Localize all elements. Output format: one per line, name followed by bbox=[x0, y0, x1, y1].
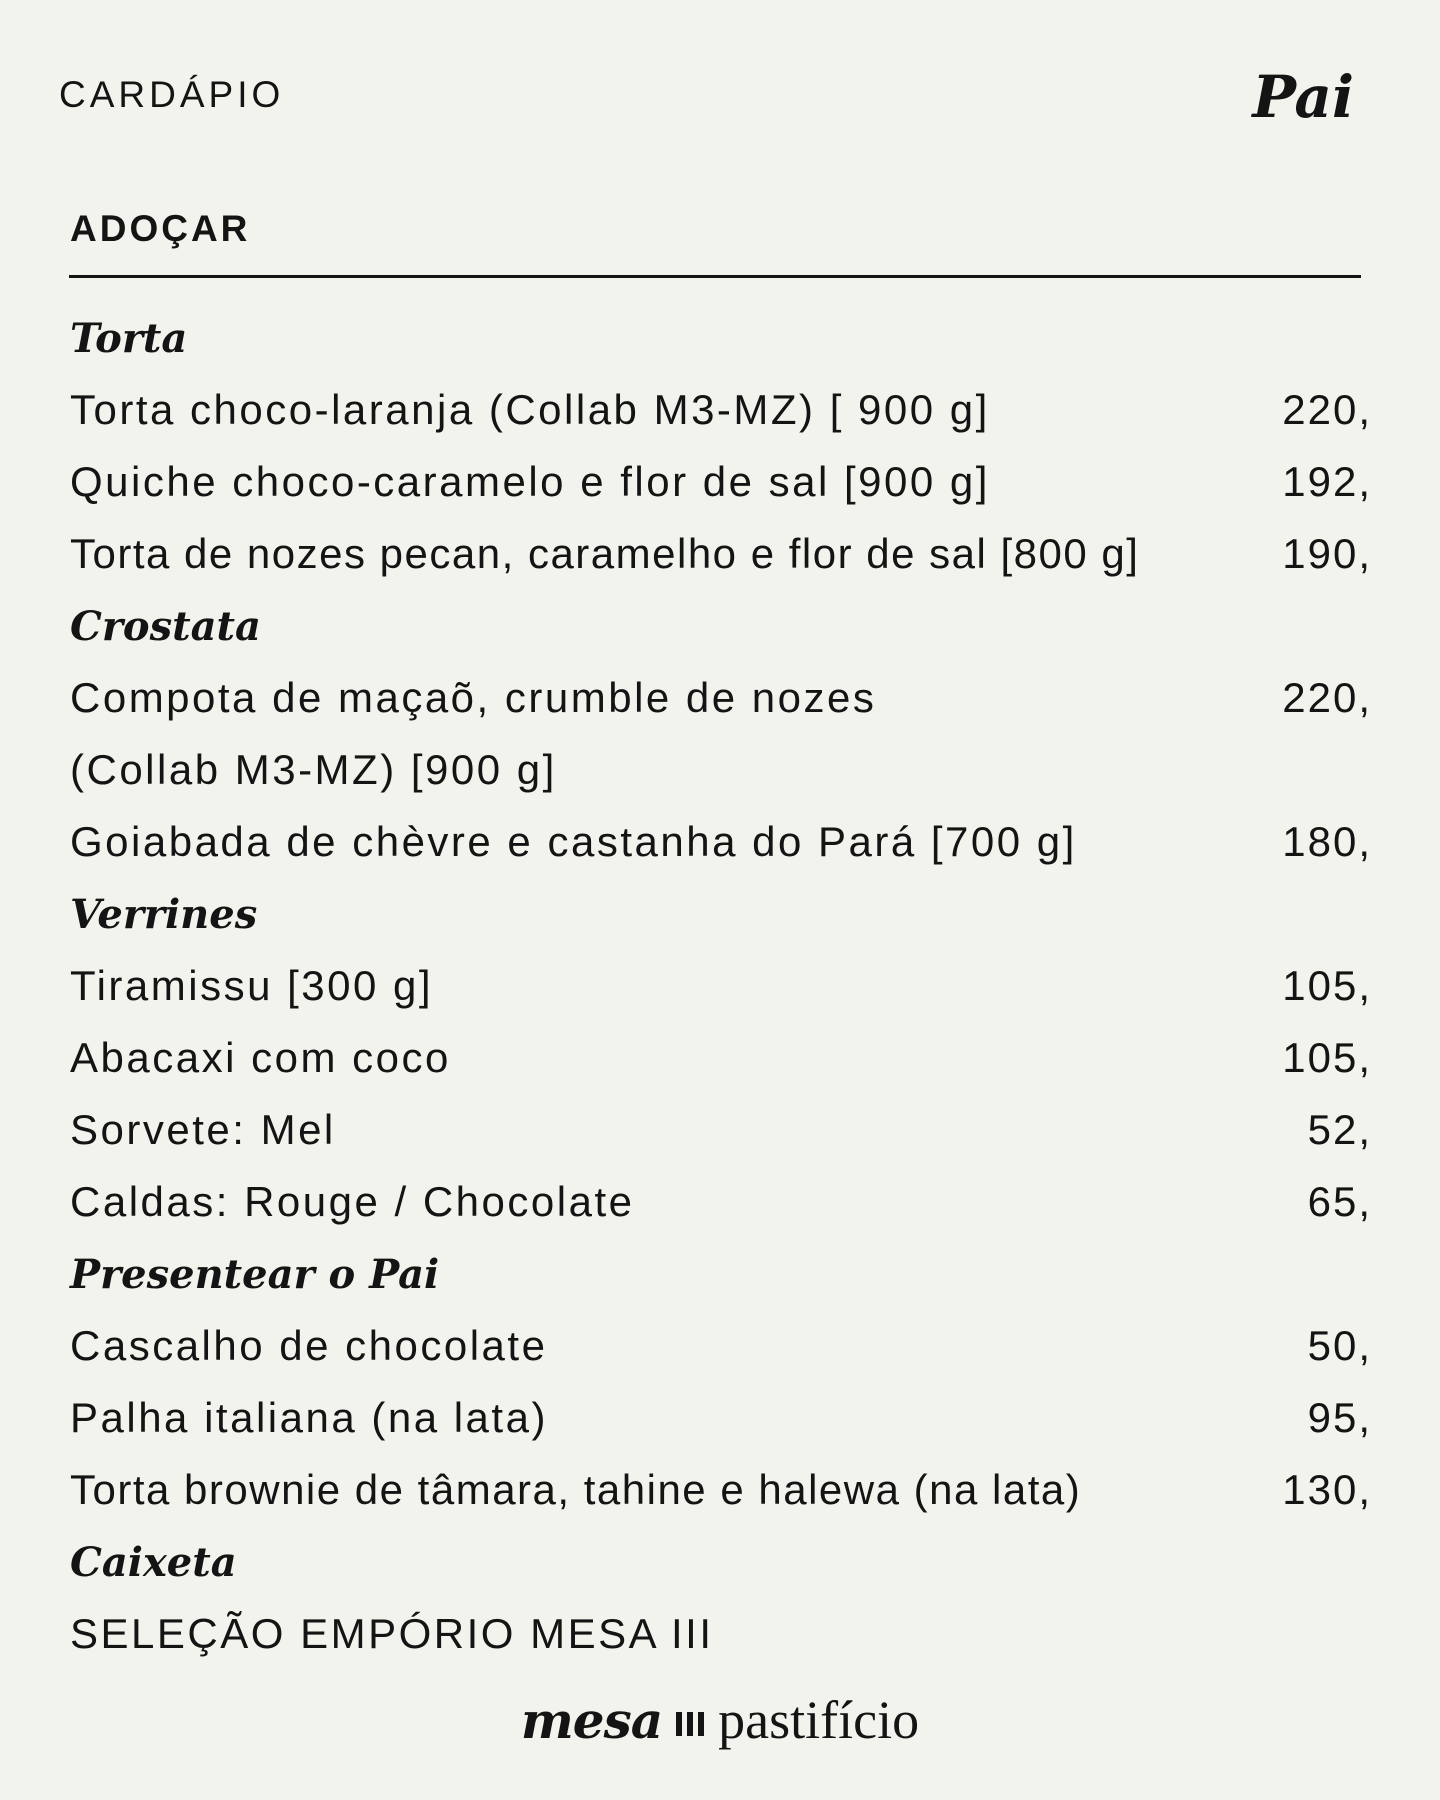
menu-item-row bbox=[70, 1022, 1372, 1094]
menu-category-title: Caixeta bbox=[70, 1538, 237, 1586]
menu-item-name: SELEÇÃO EMPÓRIO MESA III bbox=[70, 1610, 714, 1657]
menu-category-title: Verrines bbox=[70, 890, 258, 938]
menu-item-price: 190, bbox=[1282, 530, 1372, 577]
menu-category-row bbox=[70, 590, 1372, 662]
menu-item-row bbox=[70, 518, 1372, 590]
menu-item-name: Tiramissu [300 g] bbox=[70, 962, 434, 1009]
menu-category-row bbox=[70, 1526, 1372, 1598]
menu-item-price: 220, bbox=[1282, 674, 1372, 721]
menu-item-price: 50, bbox=[1307, 1322, 1372, 1369]
menu-item-row bbox=[70, 1310, 1372, 1382]
menu-item-row bbox=[70, 734, 1372, 806]
menu-item-row bbox=[70, 1094, 1372, 1166]
menu-item-row bbox=[70, 950, 1372, 1022]
menu-item-row bbox=[70, 1166, 1372, 1238]
menu-category-title: Torta bbox=[70, 314, 188, 362]
menu-item-row bbox=[70, 1382, 1372, 1454]
menu-item-price: 192, bbox=[1282, 458, 1372, 505]
menu-category-title: Presentear o Pai bbox=[70, 1250, 440, 1298]
menu-item-price: 65, bbox=[1307, 1178, 1372, 1225]
menu-item-row bbox=[70, 446, 1372, 518]
section-divider bbox=[69, 275, 1361, 278]
menu-item-price: 180, bbox=[1282, 818, 1372, 865]
menu-item-price: 105, bbox=[1282, 962, 1372, 1009]
menu-item-price: 220, bbox=[1282, 386, 1372, 433]
menu-category-row bbox=[70, 878, 1372, 950]
section-heading: ADOÇAR bbox=[70, 208, 251, 249]
menu-item-name: Torta choco-laranja (Collab M3-MZ) [ 900 g] bbox=[70, 386, 990, 433]
menu-item-name: (Collab M3-MZ) [900 g] bbox=[70, 746, 557, 793]
menu-item-price: 130, bbox=[1282, 1466, 1372, 1513]
menu-item-price: 52, bbox=[1307, 1106, 1372, 1153]
menu-category-row bbox=[70, 1238, 1372, 1310]
menu-item-row bbox=[70, 806, 1372, 878]
doc-title: Pai bbox=[1252, 63, 1354, 131]
menu-item-name: Palha italiana (na lata) bbox=[70, 1394, 548, 1441]
footer-logo bbox=[0, 1690, 1440, 1750]
doc-label: CARDÁPIO bbox=[59, 74, 285, 115]
menu-item-price: 105, bbox=[1282, 1034, 1372, 1081]
menu-item-name: Compota de maçaõ, crumble de nozes bbox=[70, 674, 877, 721]
menu-item-price: 95, bbox=[1307, 1394, 1372, 1441]
menu-item-name: Torta de nozes pecan, caramelho e flor de sal [800 g] bbox=[70, 530, 1140, 577]
logo-word-mesa: mesa bbox=[520, 1690, 663, 1750]
menu-item-row bbox=[70, 662, 1372, 734]
logo-word-pastificio: pastifício bbox=[718, 1690, 920, 1750]
menu-item-row bbox=[70, 1598, 1372, 1670]
menu-category-title: Crostata bbox=[70, 602, 261, 650]
menu-list bbox=[70, 302, 1372, 1670]
menu-item-name: Goiabada de chèvre e castanha do Pará [700 g] bbox=[70, 818, 1077, 865]
menu-item-name: Sorvete: Mel bbox=[70, 1106, 336, 1153]
menu-item-name: Torta brownie de tâmara, tahine e halewa (na lata) bbox=[70, 1466, 1082, 1513]
menu-category-row bbox=[70, 302, 1372, 374]
menu-item-row bbox=[70, 1454, 1372, 1526]
menu-item-row bbox=[70, 374, 1372, 446]
logo-bars-icon bbox=[676, 1709, 704, 1739]
menu-item-name: Abacaxi com coco bbox=[70, 1034, 451, 1081]
menu-item-name: Caldas: Rouge / Chocolate bbox=[70, 1178, 635, 1225]
menu-item-name: Cascalho de chocolate bbox=[70, 1322, 548, 1369]
menu-item-name: Quiche choco-caramelo e flor de sal [900 g] bbox=[70, 458, 990, 505]
